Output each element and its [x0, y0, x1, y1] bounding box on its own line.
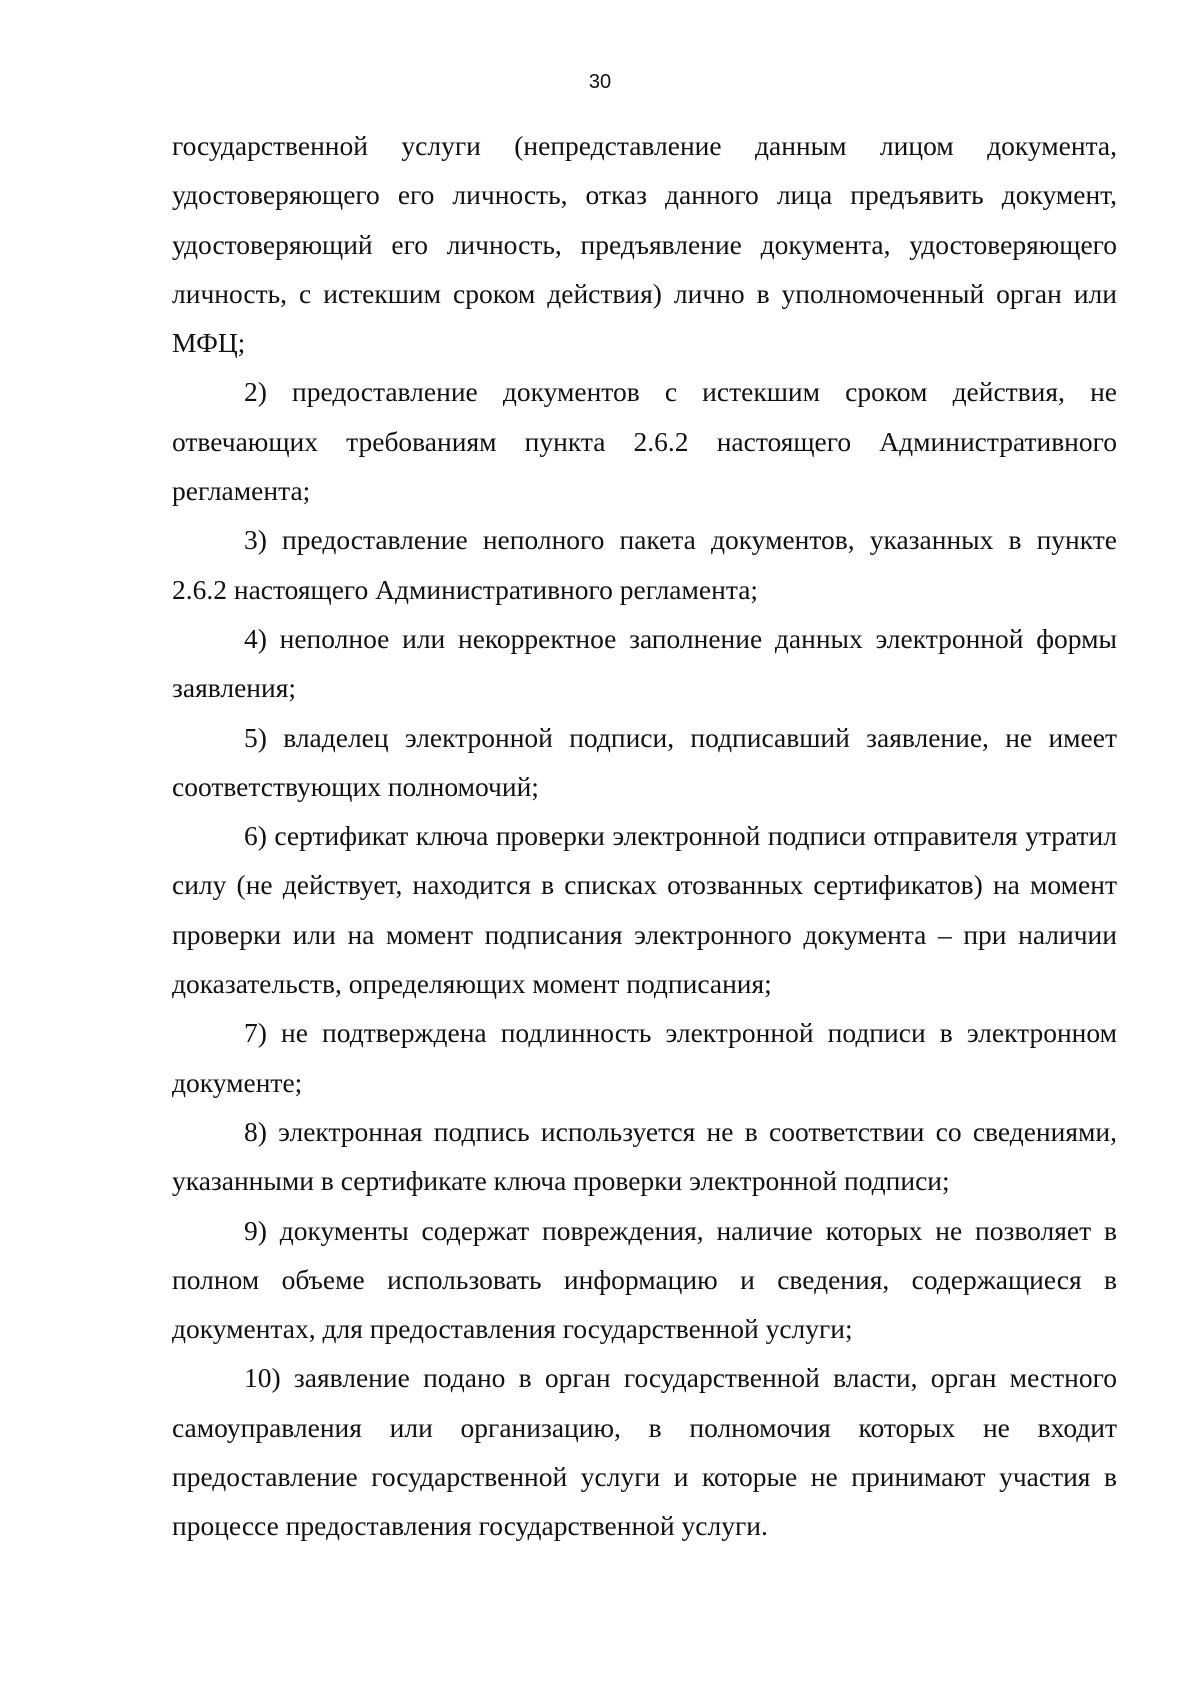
- list-item-10: 10) заявление подано в орган государственной власти, орган местного самоуправления или организацию, в полномочия которых не входит предоставление государственной услуги и которые не принимают участия в процессе предоставления государственной услуги.: [172, 1362, 1117, 1542]
- list-item-7: 7) не подтверждена подлинность электронной подписи в электронном документе;: [172, 1017, 1117, 1098]
- document-body: [172, 121, 1117, 1551]
- paragraph-continuation: государственной услуги (непредставление данным лицом документа, удостоверяющего его личность, отказ данного лица предъявить документ, удостоверяющий его личность, предъявление документа, удостоверяющего личность, с истекшим сроком действия) лично в уполномоченный орган или МФЦ;: [172, 130, 1117, 359]
- list-item-6: 6) сертификат ключа проверки электронной подписи отправителя утратил силу (не действует, находится в списках отозванных сертификатов) на момент проверки или на момент подписания электронного документа – при наличии доказательств, определяющих момент подписания;: [172, 820, 1117, 1000]
- list-item-8: 8) электронная подпись используется не в соответствии со сведениями, указанными в сертификате ключа проверки электронной подписи;: [172, 1115, 1117, 1197]
- list-item-2: 2) предоставление документов с истекшим сроком действия, не отвечающих требованиям пункта 2.6.2 настоящего Административного регламента;: [172, 376, 1117, 507]
- list-item-3: 3) предоставление неполного пакета документов, указанных в пункте 2.6.2 настоящего Административного регламента;: [172, 524, 1117, 605]
- list-item-5: 5) владелец электронной подписи, подписавший заявление, не имеет соответствующих полномочий;: [172, 721, 1117, 802]
- list-item-9: 9) документы содержат повреждения, наличие которых не позволяет в полном объеме использовать информацию и сведения, содержащиеся в документах, для предоставления государственной услуги;: [172, 1214, 1117, 1345]
- page-number: 30: [588, 71, 612, 93]
- list-item-4: 4) неполное или некорректное заполнение данных электронной формы заявления;: [172, 622, 1117, 704]
